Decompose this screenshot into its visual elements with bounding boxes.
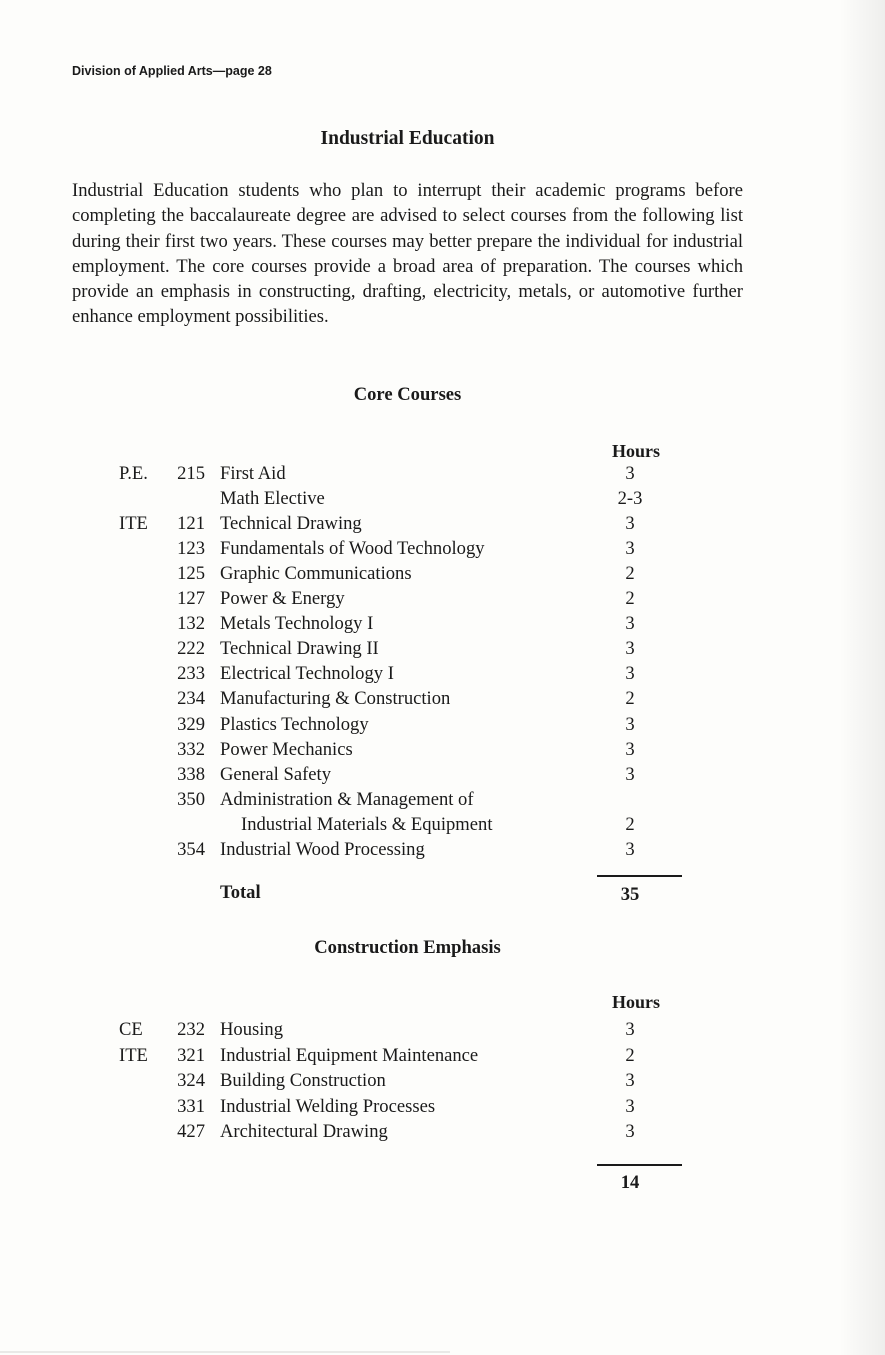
course-row <box>0 789 885 814</box>
course-title: Industrial Welding Processes <box>220 1095 436 1117</box>
course-title: Metals Technology I <box>220 613 374 635</box>
construction-hours-header: Hours <box>612 992 661 1012</box>
course-hours: 3 <box>625 638 635 660</box>
page-title: Industrial Education <box>320 128 495 149</box>
course-row <box>0 463 885 488</box>
course-title: Building Construction <box>220 1070 386 1091</box>
course-title: Plastics Technology <box>220 713 369 735</box>
course-title: Electrical Technology I <box>220 663 394 685</box>
course-hours: 3 <box>625 763 635 785</box>
course-number: 354 <box>177 838 205 860</box>
course-title: Power & Energy <box>220 588 345 610</box>
course-title: Industrial Wood Processing <box>220 838 425 860</box>
course-title: Housing <box>220 1019 284 1040</box>
course-number: 233 <box>177 663 205 685</box>
course-title: Industrial Equipment Maintenance <box>220 1044 479 1066</box>
course-number: 321 <box>177 1044 205 1066</box>
course-hours: 3 <box>625 1121 635 1142</box>
course-title: General Safety <box>220 763 331 785</box>
core-total-label: Total <box>220 882 261 903</box>
course-number: 222 <box>177 638 205 660</box>
construction-emphasis-heading: Construction Emphasis <box>314 937 501 958</box>
course-prefix: ITE <box>119 1044 148 1066</box>
course-hours: 3 <box>625 838 635 860</box>
course-title: First Aid <box>220 463 286 484</box>
course-hours: 3 <box>625 738 635 760</box>
course-row <box>0 613 885 638</box>
course-prefix: P.E. <box>119 463 148 484</box>
course-title: Industrial Materials & Equipment <box>241 813 493 835</box>
course-number: 338 <box>177 763 205 785</box>
course-row <box>0 1045 885 1070</box>
course-hours: 2 <box>625 588 635 610</box>
course-row <box>0 588 885 613</box>
course-hours: 3 <box>625 513 635 535</box>
course-number: 121 <box>177 513 205 535</box>
course-hours: 3 <box>625 1070 635 1091</box>
course-number: 232 <box>177 1019 205 1040</box>
course-title: Architectural Drawing <box>220 1121 388 1142</box>
core-total-value: 35 <box>620 884 640 905</box>
course-hours: 3 <box>625 613 635 635</box>
course-number: 127 <box>177 588 205 610</box>
course-row <box>0 488 885 513</box>
course-row <box>0 1070 885 1095</box>
course-number: 350 <box>177 788 205 810</box>
course-row <box>0 638 885 663</box>
course-row <box>0 814 885 839</box>
course-number: 234 <box>177 688 205 710</box>
course-row <box>0 538 885 563</box>
course-row <box>0 714 885 739</box>
intro-paragraph: Industrial Education students who plan to interrupt their academic programs before completing the baccalaureate degree are advised to select courses from the following list during their first two years. These courses may better prepare the individual for industrial employment. The core courses provide a broad area of preparation. The courses which provide an emphasis in constructing, drafting, electricity, metals, or automotive further enhance employment possibilities. <box>72 180 743 328</box>
course-hours: 3 <box>625 1019 635 1040</box>
course-title: Manufacturing & Construction <box>220 688 451 710</box>
course-number: 324 <box>177 1070 205 1091</box>
course-number: 332 <box>177 738 205 760</box>
course-hours: 3 <box>625 463 635 484</box>
course-title: Fundamentals of Wood Technology <box>220 538 485 560</box>
course-row <box>0 563 885 588</box>
course-row <box>0 513 885 538</box>
core-hours-header: Hours <box>612 441 661 461</box>
course-number: 427 <box>177 1121 205 1142</box>
course-row <box>0 1121 885 1146</box>
course-row <box>0 688 885 713</box>
course-hours: 2 <box>625 563 635 585</box>
course-hours: 2-3 <box>617 488 643 510</box>
course-prefix: ITE <box>119 513 148 535</box>
course-row <box>0 739 885 764</box>
course-number: 132 <box>177 613 205 635</box>
course-title: Power Mechanics <box>220 738 353 760</box>
course-row <box>0 764 885 789</box>
course-title: Technical Drawing II <box>220 638 379 660</box>
course-title: Administration & Management of <box>220 788 474 810</box>
course-hours: 2 <box>625 1044 635 1066</box>
course-number: 125 <box>177 563 205 585</box>
construction-total-rule <box>597 1164 682 1166</box>
course-hours: 3 <box>625 663 635 685</box>
course-hours: 3 <box>625 538 635 560</box>
construction-total-value: 14 <box>620 1172 640 1193</box>
running-head: Division of Applied Arts—page 28 <box>72 64 272 78</box>
course-hours: 2 <box>625 688 635 710</box>
course-hours: 3 <box>625 1095 635 1117</box>
course-row <box>0 839 885 864</box>
course-row <box>0 1096 885 1121</box>
course-number: 331 <box>177 1095 205 1117</box>
course-row <box>0 1019 885 1044</box>
course-number: 329 <box>177 713 205 735</box>
core-courses-heading: Core Courses <box>353 384 462 405</box>
course-row <box>0 663 885 688</box>
course-hours: 3 <box>625 713 635 735</box>
scan-artifact-line <box>0 1351 450 1353</box>
course-title: Math Elective <box>220 488 325 510</box>
course-title: Technical Drawing <box>220 513 362 535</box>
course-number: 123 <box>177 538 205 560</box>
core-total-rule <box>597 875 682 877</box>
course-title: Graphic Communications <box>220 563 412 585</box>
course-prefix: CE <box>119 1019 143 1040</box>
course-hours: 2 <box>625 813 635 835</box>
course-number: 215 <box>177 463 205 484</box>
